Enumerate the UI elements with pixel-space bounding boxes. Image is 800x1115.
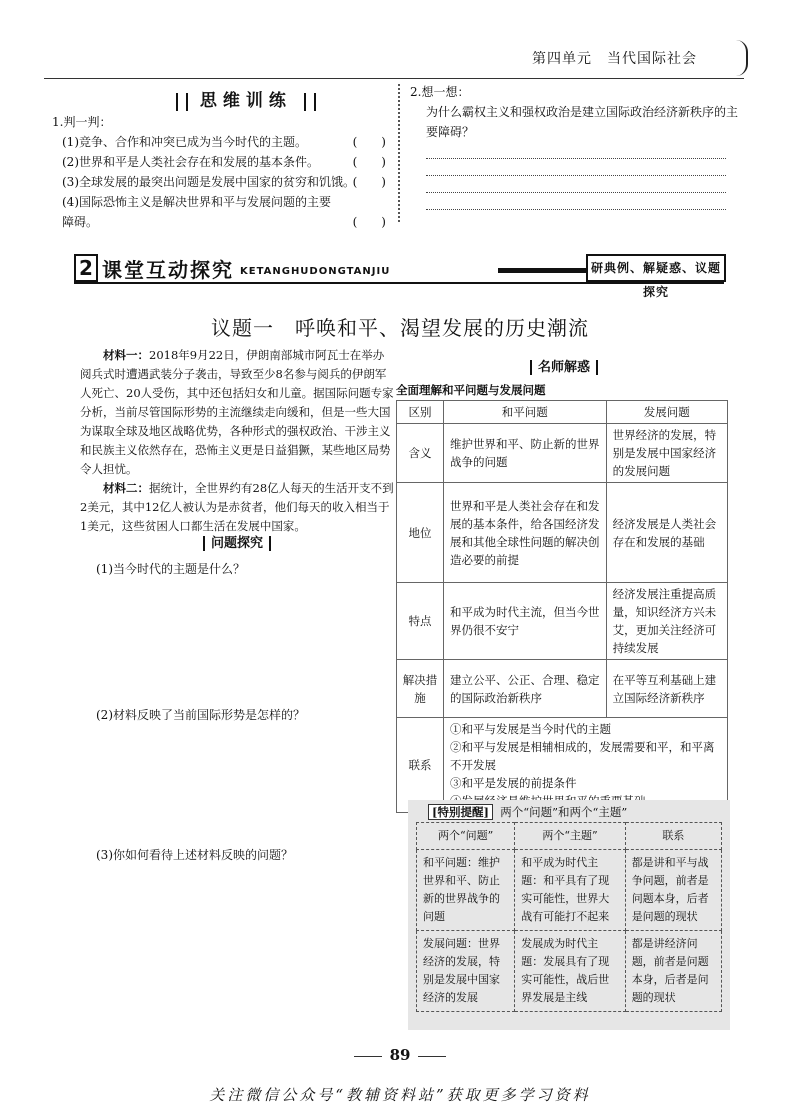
tip-cell: 和平问题：维护世界和平、防止新的世界战争的问题 bbox=[417, 850, 515, 931]
tip-row bbox=[417, 850, 722, 931]
section-banner bbox=[74, 254, 724, 299]
row-header: 解决措施 bbox=[397, 660, 444, 718]
unit-title: 第四单元 当代国际社会 bbox=[532, 51, 697, 67]
tip-cell: 发展成为时代主题：发展具有了现实可能性，战后世界发展是主线 bbox=[515, 931, 625, 1012]
material-1 bbox=[80, 346, 394, 479]
banner-bar bbox=[498, 268, 588, 273]
tip-header: 两个“问题” bbox=[417, 823, 515, 850]
tip-title: 两个“问题”和两个“主题” bbox=[500, 805, 628, 819]
material-2-label: 材料二： bbox=[103, 481, 149, 495]
column-divider bbox=[398, 84, 400, 222]
teacher-heading-text: 名师解惑 bbox=[530, 360, 598, 375]
link-cell bbox=[444, 718, 728, 813]
banner-underline bbox=[74, 282, 724, 284]
table-title: 全面理解和平问题与发展问题 bbox=[396, 383, 546, 397]
table-row bbox=[397, 483, 728, 583]
table-cell: 世界经济的发展，特别是发展中国家经济的发展问题 bbox=[606, 424, 727, 483]
table-cell: 和平成为时代主流，但当今世界仍很不安宁 bbox=[444, 583, 607, 660]
page-number-text: 89 bbox=[389, 1046, 411, 1064]
materials bbox=[80, 346, 394, 536]
title-left-deco bbox=[176, 93, 188, 111]
tip-header: 联系 bbox=[625, 823, 721, 850]
question-1: (1)当今时代的主题是什么？ bbox=[96, 562, 245, 576]
table-row bbox=[397, 718, 728, 813]
answer-paren[interactable]: ( ) bbox=[352, 215, 386, 229]
table-header-row bbox=[397, 401, 728, 424]
link-item: ②和平与发展是相辅相成的，发展需要和平，和平离不开发展 bbox=[450, 740, 715, 772]
think-title: 2.想一想： bbox=[410, 85, 470, 99]
section-pinyin: KETANGHUDONGTANJIU bbox=[240, 266, 391, 277]
explore-heading bbox=[80, 532, 394, 551]
question-3: (3)你如何看待上述材料反映的问题？ bbox=[96, 848, 293, 862]
answer-paren[interactable]: ( ) bbox=[352, 135, 386, 149]
tip-header-row bbox=[417, 823, 722, 850]
tip-table bbox=[416, 822, 722, 1012]
row-header: 含义 bbox=[397, 424, 444, 483]
answer-paren[interactable]: ( ) bbox=[352, 175, 386, 189]
explore-heading-text: 问题探究 bbox=[203, 536, 271, 551]
table-cell: 经济发展注重提高质量，知识经济方兴未艾，更加关注经济可持续发展 bbox=[606, 583, 727, 660]
link-item: ①和平与发展是当今时代的主题 bbox=[450, 722, 611, 736]
tip-cell: 和平成为时代主题：和平具有了现实可能性，世界大战有可能打不起来 bbox=[515, 850, 625, 931]
judge-item-text: (3)全球发展的最突出问题是发展中国家的贫穷和饥饿。 bbox=[62, 175, 356, 189]
page-dash bbox=[418, 1056, 446, 1057]
tip-cell: 都是讲和平与战争问题，前者是问题本身，后者是问题的现状 bbox=[625, 850, 721, 931]
title-right-deco bbox=[304, 93, 316, 111]
thinking-title bbox=[176, 86, 316, 111]
link-item: ③和平是发展的前提条件 bbox=[450, 776, 577, 790]
judge-item-text: (2)世界和平是人类社会存在和发展的基本条件。 bbox=[62, 155, 319, 169]
answer-line[interactable] bbox=[426, 192, 726, 193]
table-header: 发展问题 bbox=[606, 401, 727, 424]
table-cell: 维护世界和平、防止新的世界战争的问题 bbox=[444, 424, 607, 483]
think-question: 为什么霸权主义和强权政治是建立国际政治经济新秩序的主要障碍？ bbox=[426, 105, 739, 139]
topic-title: 议题一 呼唤和平、渴望发展的历史潮流 bbox=[211, 316, 589, 340]
judge-item bbox=[52, 172, 392, 192]
row-header: 联系 bbox=[397, 718, 444, 813]
table-cell: 建立公平、公正、合理、稳定的国际政治新秩序 bbox=[444, 660, 607, 718]
judge-title: 1.判一判： bbox=[52, 115, 112, 129]
material-1-text: 2018年9月22日，伊朗南部城市阿瓦士在举办阅兵式时遭遇武装分子袭击，导致至少8名参与阅兵的伊朗军人死亡、20人受伤，其中还包括妇女和儿童。据国际问题专家分析，当前尽管国际形势的主流继续走向缓和，但是一些大国为谋取全球及地区战略优势，各种形式的强权政治、干涉主义和民族主义依然存在，恐怖主义更是日益猖獗，某些地区局势令人担忧。 bbox=[80, 348, 394, 476]
header-divider bbox=[44, 78, 744, 79]
question-2: (2)材料反映了当前国际形势是怎样的？ bbox=[96, 708, 305, 722]
special-tip-box bbox=[408, 800, 730, 1030]
tip-cell: 发展问题：世界经济的发展，特别是发展中国家经济的发展 bbox=[417, 931, 515, 1012]
table-cell: 世界和平是人类社会存在和发展的基本条件，给各国经济发展和其他全球性问题的解决创造必要的前提 bbox=[444, 483, 607, 583]
tip-label: [特别提醒] bbox=[428, 804, 493, 820]
think-section bbox=[410, 82, 740, 210]
page-number bbox=[0, 1046, 800, 1064]
table-row bbox=[397, 424, 728, 483]
tip-header: 两个“主题” bbox=[515, 823, 625, 850]
page-dash bbox=[354, 1056, 382, 1057]
footer-note: 关注微信公众号“教辅资料站”获取更多学习资料 bbox=[209, 1086, 591, 1104]
table-row bbox=[397, 660, 728, 718]
judge-item bbox=[52, 192, 392, 232]
answer-line[interactable] bbox=[426, 209, 726, 210]
material-2-text: 据统计，全世界约有28亿人每天的生活开支不到2美元，其中12亿人被认为是赤贫者，他们每天的收入相当于1美元，这些贫困人口都生活在发展中国家。 bbox=[80, 481, 394, 533]
teacher-heading bbox=[404, 356, 724, 375]
header-bracket bbox=[736, 40, 748, 76]
section-tagline: 研典例、解疑惑、议题探究 bbox=[586, 254, 726, 282]
answer-paren[interactable]: ( ) bbox=[352, 155, 386, 169]
answer-line[interactable] bbox=[426, 175, 726, 176]
comparison-table bbox=[396, 400, 728, 813]
table-cell: 在平等互利基础上建立国际经济新秩序 bbox=[606, 660, 727, 718]
answer-line[interactable] bbox=[426, 158, 726, 159]
judge-item-text: (4)国际恐怖主义是解决世界和平与发展问题的主要障碍。 bbox=[62, 195, 331, 229]
tip-row bbox=[417, 931, 722, 1012]
tip-cell: 都是讲经济问题，前者是问题本身，后者是问题的现状 bbox=[625, 931, 721, 1012]
judge-item-text: (1)竞争、合作和冲突已成为当今时代的主题。 bbox=[62, 135, 307, 149]
material-2 bbox=[80, 479, 394, 536]
table-row bbox=[397, 583, 728, 660]
thinking-title-text: 思维训练 bbox=[199, 91, 292, 111]
table-cell: 经济发展是人类社会存在和发展的基础 bbox=[606, 483, 727, 583]
section-number: 2 bbox=[74, 254, 98, 282]
judge-item bbox=[52, 132, 392, 152]
judge-section bbox=[52, 112, 392, 232]
section-title: 课堂互动探究 bbox=[102, 258, 234, 282]
row-header: 地位 bbox=[397, 483, 444, 583]
table-header: 区别 bbox=[397, 401, 444, 424]
judge-item bbox=[52, 152, 392, 172]
table-header: 和平问题 bbox=[444, 401, 607, 424]
row-header: 特点 bbox=[397, 583, 444, 660]
material-1-label: 材料一： bbox=[103, 348, 149, 362]
tip-heading bbox=[428, 804, 627, 820]
